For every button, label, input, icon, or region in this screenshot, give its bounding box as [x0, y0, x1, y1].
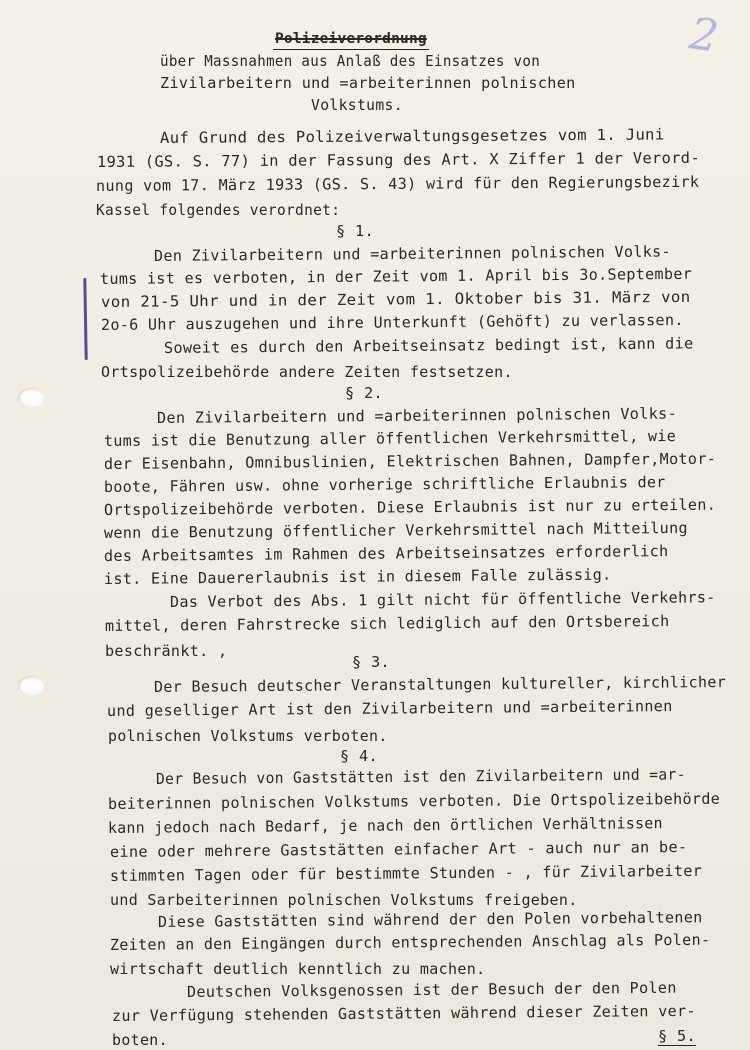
body-line: und Sarbeiterinnen polnischen Volkstums freigeben.	[110, 891, 578, 909]
section-heading: § 1.	[336, 222, 374, 240]
margin-mark	[83, 278, 87, 360]
body-line: Den Zivilarbeitern und =arbeiterinnen polnischen Volks-	[153, 242, 671, 265]
body-line: Zeiten an den Eingängen durch entsprechenden Anschlag als Polen-	[109, 930, 711, 954]
body-line: ist. Eine Dauererlaubnis ist in diesem Falle zulässig.	[103, 565, 612, 588]
body-line: Ortspolizeibehörde verboten. Diese Erlaubnis ist nur zu erteilen.	[103, 495, 717, 519]
section-heading: § 2.	[345, 384, 383, 402]
body-line: und geselliger Art ist den Zivilarbeitern und =arbeiterinnen	[106, 697, 673, 720]
pencil-page-number: 2	[686, 8, 722, 63]
body-line: mittel, deren Fahrstrecke sich lediglich auf den Ortsbereich	[104, 612, 670, 635]
body-line: stimmten Tagen oder für bestimmte Stunden - , für Zivilarbeiter	[109, 861, 703, 885]
body-line: Deutschen Volksgenossen ist der Besuch der den Polen	[186, 978, 677, 1001]
body-line: polnischen Volkstums verboten.	[108, 727, 388, 745]
body-line: Den Zivilarbeitern und =arbeiterinnen polnischen Volks-	[156, 404, 678, 427]
section-heading: § 4.	[340, 747, 378, 765]
body-line: wenn die Benutzung öffentlicher Verkehrsmittel nach Mitteilung	[103, 518, 688, 542]
body-line: eine oder mehrere Gaststätten einfacher Art - auch nur an be-	[109, 837, 688, 861]
body-line: zur Verfügung stehenden Gaststätten während dieser Zeiten ver-	[111, 1001, 696, 1025]
subtitle-line: Volkstums.	[311, 96, 403, 114]
body-line: wirtschaft deutlich kenntlich zu machen.	[110, 960, 486, 978]
subtitle-line: Zivilarbeitern und =arbeiterinnen polnischen	[160, 74, 576, 92]
body-line: Der Besuch von Gaststätten ist den Zivilarbeitern und =ar-	[155, 765, 686, 788]
body-line: boten.	[112, 1031, 168, 1049]
punch-hole	[18, 676, 44, 696]
subtitle-line: über Massnahmen aus Anlaß des Einsatzes von	[160, 52, 541, 70]
body-line: 2o-6 Uhr auszugehen und ihre Unterkunft (Gehöft) zu verlassen.	[100, 310, 684, 334]
body-line: 1931 (GS. S. 77) in der Fassung des Art. X Ziffer 1 der Verord-	[96, 148, 700, 171]
body-line: Der Besuch deutscher Veranstaltungen kultureller, kirchlicher	[153, 673, 727, 696]
body-line: Kassel folgendes verordnet:	[96, 201, 341, 219]
body-line: kann jedoch nach Bedarf, je nach den örtlichen Verhältnissen	[107, 814, 663, 837]
body-line: der Eisenbahn, Omnibuslinien, Elektrischen Bahnen, Dampfer,Motor-	[103, 449, 717, 473]
body-line: beschränkt. ,	[105, 642, 228, 660]
document-title: Polizeiverordnung	[275, 31, 427, 47]
section-heading: § 3.	[352, 653, 390, 671]
body-line: beiterinnen polnischen Volkstums verboten. Die Ortspolizeibehörde	[107, 789, 721, 813]
body-line: boote, Fähren usw. ohne vorherige schriftliche Erlaubnis der	[103, 473, 666, 496]
body-line: Das Verbot des Abs. 1 gilt nicht für öffentliche Verkehrs-	[169, 588, 716, 611]
next-section-heading: § 5.	[658, 1027, 696, 1045]
body-line: Auf Grund des Polizeiverwaltungsgesetzes vom 1. Juni	[159, 125, 665, 147]
body-line: Soweit es durch den Arbeitseinsatz bedingt ist, kann die	[163, 334, 694, 357]
body-line: nung vom 17. März 1933 (GS. S. 43) wird für den Regierungsbezirk	[95, 172, 700, 195]
body-line: von 21-5 Uhr und in der Zeit vom 1. Oktober bis 31. März von	[100, 287, 691, 311]
body-line: tums ist es verboten, in der Zeit vom 1. April bis 3o.September	[99, 264, 693, 288]
body-line: Ortspolizeibehörde andere Zeiten festsetzen.	[101, 363, 513, 381]
body-line: tums ist die Benutzung aller öffentlichen Verkehrsmittel, wie	[103, 427, 677, 450]
punch-hole	[18, 388, 44, 408]
body-line: Diese Gaststätten sind während der den Polen vorbehaltenen	[157, 908, 703, 931]
body-line: des Arbeitsamtes im Rahmen des Arbeitseinsatzes erforderlich	[103, 542, 669, 565]
